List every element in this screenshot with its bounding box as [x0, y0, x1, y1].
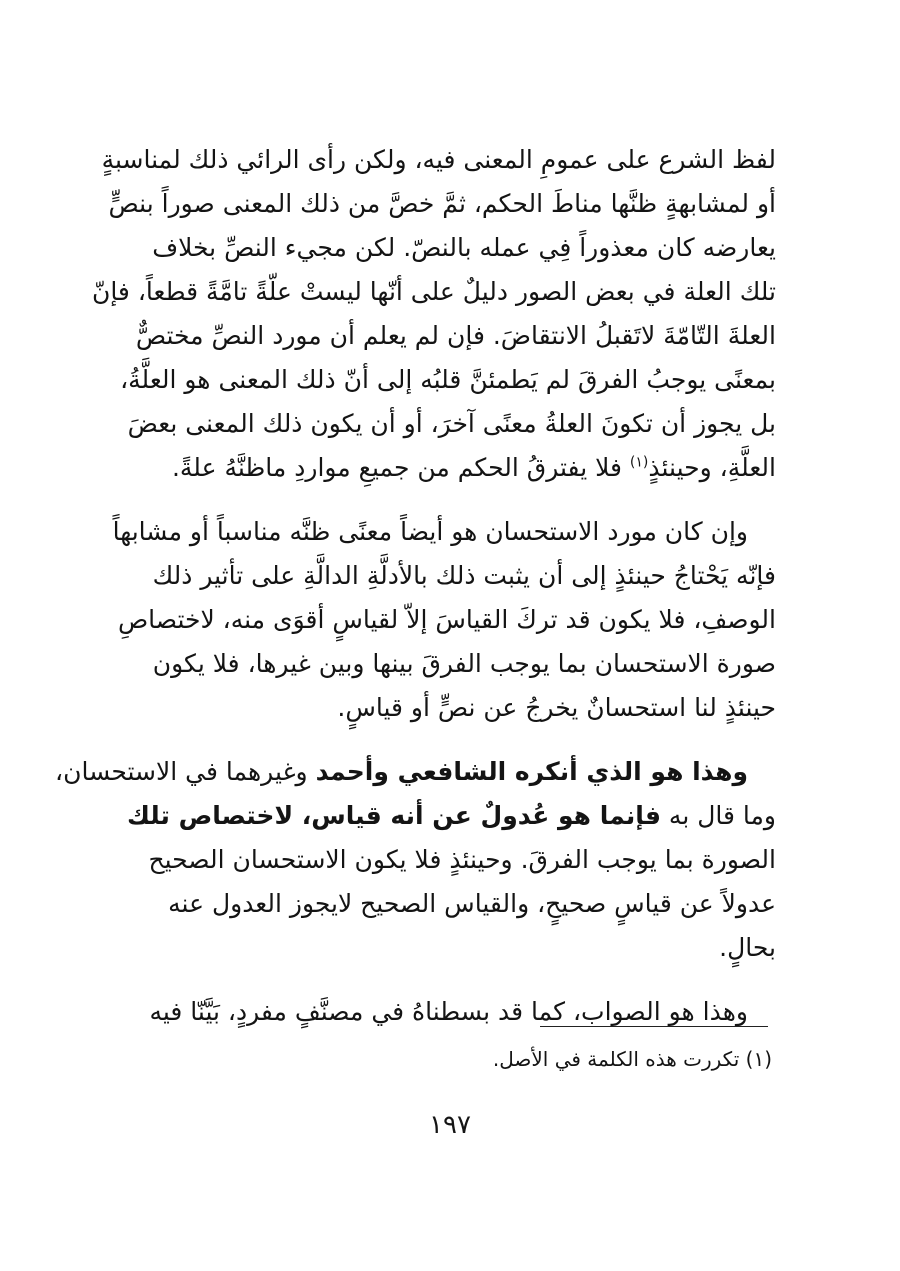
text-line: لفظ الشرع على عمومِ المعنى فيه، ولكن رأى الرائي ذلك لمناسبةٍ [101, 145, 776, 174]
paragraph-4 [128, 990, 776, 1034]
text-line: تلك العلة في بعض الصور دليلٌ على أنّها ليستْ علّةً تامَّةً قطعاً، فإنّ [91, 277, 776, 306]
text-line: يعارضه كان معذوراً فِي عمله بالنصّ. لكن مجيء النصِّ بخلاف [152, 233, 776, 262]
text-line: وإن كان مورد الاستحسان هو أيضاً معنًى ظنَّه مناسباً أو مشابهاً [112, 517, 748, 546]
bold-text: وهذا هو الذي أنكره الشافعي وأحمد [315, 757, 748, 786]
text-line: حينئذٍ لنا استحسانٌ يخرجُ عن نصٍّ أو قياسٍ. [337, 693, 776, 722]
text-segment: وغيرهما في الاستحسان، [55, 757, 316, 786]
footnote-marker: (١) [629, 454, 649, 471]
text-segment: العلَّةِ، وحينئذٍ [648, 453, 776, 482]
text-line: أو لمشابهةٍ ظنَّها مناطَ الحكم، ثمَّ خصَّ من ذلك المعنى صوراً بنصٍّ [108, 189, 776, 218]
text-line: وهذا هو الصواب، كما قد بسطناهُ في مصنَّفٍ مفردٍ، بَيَّنّا فيه [149, 997, 748, 1026]
text-line: بل يجوز أن تكونَ العلةُ معنًى آخرَ، أو أن يكون ذلك المعنى بعضَ [127, 409, 776, 438]
text-line: عدولاً عن قياسٍ صحيحٍ، والقياس الصحيح لايجوز العدول عنه [168, 889, 776, 918]
page-body [55, 138, 776, 1034]
text-line [55, 750, 776, 794]
text-line: صورة الاستحسان بما يوجب الفرقَ بينها وبين غيرها، فلا يكون [152, 649, 776, 678]
text-line [128, 446, 776, 490]
text-line: بمعنًى يوجبُ الفرقَ لم يَطمئنَّ قلبُه إلى أنّ ذلك المعنى هو العلَّةُ، [120, 365, 776, 394]
text-line [128, 794, 776, 838]
text-line: بحالٍ. [719, 933, 776, 962]
text-line: فإنّه يَحْتاجُ حينئذٍ إلى أن يثبت ذلك بالأدلَّةِ الدالَّةِ على تأثير ذلك [152, 561, 776, 590]
text-segment: فلا يفترقُ الحكم من جميعِ مواردِ ماظنَّهُ علةً. [171, 453, 630, 482]
text-line: العلةَ التّامّةَ لاتَقبلُ الانتقاضَ. فإن لم يعلم أن مورد النصِّ مختصٌّ [135, 321, 776, 350]
bold-text: فإنما هو عُدولٌ عن أنه قياس، لاختصاص تلك [127, 801, 661, 830]
text-segment: وما قال به [660, 801, 776, 830]
text-line: الصورة بما يوجب الفرقَ. وحينئذٍ فلا يكون الاستحسان الصحيح [148, 845, 776, 874]
paragraph-2 [112, 510, 776, 730]
paragraph-1 [91, 138, 776, 490]
paragraph-3 [55, 750, 776, 970]
footnote-separator [540, 1026, 768, 1027]
page-number: ١٩٧ [429, 1110, 471, 1140]
text-line: الوصفِ، فلا يكون قد تركَ القياسَ إلاّ لقياسٍ أقوَى منه، لاختصاصِ [117, 605, 776, 634]
footnote: (١) تكررت هذه الكلمة في الأصل. [492, 1047, 772, 1071]
